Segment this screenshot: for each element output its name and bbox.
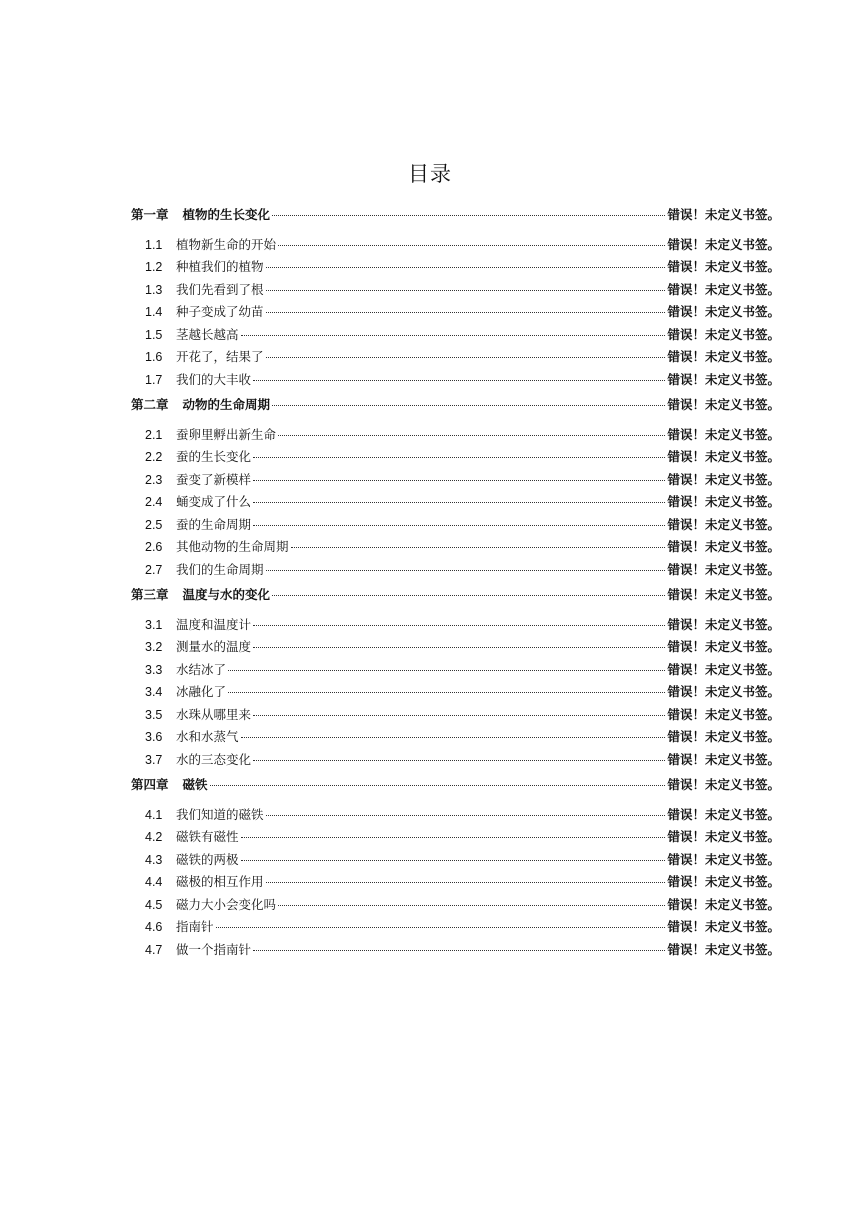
section-number: 1.5 bbox=[145, 327, 163, 342]
dot-leader bbox=[266, 815, 666, 816]
dot-leader bbox=[241, 335, 666, 336]
dot-leader bbox=[272, 595, 665, 596]
toc-section-entry[interactable] bbox=[131, 325, 780, 348]
chapter-number: 第一章 bbox=[131, 208, 169, 222]
toc-section-entry[interactable] bbox=[131, 560, 780, 583]
section-title: 蚕的生长变化 bbox=[176, 449, 252, 464]
page-reference: 错误！未定义书签。 bbox=[667, 874, 780, 889]
chapter-number: 第四章 bbox=[131, 778, 169, 792]
page-reference: 错误！未定义书签。 bbox=[667, 426, 780, 442]
section-title: 蚕卵里孵出新生命 bbox=[176, 426, 277, 442]
toc-chapter-entry[interactable] bbox=[131, 395, 780, 418]
toc-chapter-entry[interactable] bbox=[131, 775, 780, 798]
section-number: 4.5 bbox=[145, 897, 163, 912]
section-number: 2.7 bbox=[145, 562, 163, 577]
page-reference: 错误！未定义书签。 bbox=[667, 777, 780, 792]
section-title: 磁极的相互作用 bbox=[176, 874, 264, 889]
section-number: 2.3 bbox=[145, 472, 163, 487]
section-title: 我们知道的磁铁 bbox=[176, 806, 264, 822]
dot-leader bbox=[210, 785, 666, 786]
section-number: 1.7 bbox=[145, 372, 163, 387]
section-number: 1.6 bbox=[145, 350, 163, 364]
section-title: 种子变成了幼苗 bbox=[176, 304, 264, 319]
page-reference: 错误！未定义书签。 bbox=[667, 806, 780, 822]
page-reference: 错误！未定义书签。 bbox=[667, 371, 780, 387]
section-number: 4.1 bbox=[145, 807, 163, 822]
section-number: 1.2 bbox=[145, 260, 163, 274]
section-number: 4.6 bbox=[145, 920, 163, 934]
section-number: 3.2 bbox=[145, 640, 163, 654]
page-reference: 错误！未定义书签。 bbox=[667, 729, 780, 744]
section-number: 3.5 bbox=[145, 707, 163, 722]
section-title: 我们的生命周期 bbox=[176, 561, 264, 577]
dot-leader bbox=[253, 647, 665, 648]
section-number: 2.6 bbox=[145, 540, 163, 554]
section-title: 冰融化了 bbox=[176, 684, 227, 699]
dot-leader bbox=[266, 357, 666, 358]
section-title: 我们先看到了根 bbox=[176, 281, 264, 297]
section-number: 2.5 bbox=[145, 517, 163, 532]
page-reference: 错误！未定义书签。 bbox=[667, 397, 780, 412]
dot-leader bbox=[272, 405, 665, 406]
toc-section-entry[interactable] bbox=[131, 682, 780, 705]
dot-leader bbox=[253, 457, 665, 458]
section-title: 水的三态变化 bbox=[176, 751, 252, 767]
page-reference: 错误！未定义书签。 bbox=[667, 281, 780, 297]
section-number: 2.2 bbox=[145, 450, 163, 464]
page-reference: 错误！未定义书签。 bbox=[667, 616, 780, 632]
toc-section-entry[interactable] bbox=[131, 872, 780, 895]
dot-leader bbox=[253, 480, 665, 481]
chapter-number: 第三章 bbox=[131, 588, 169, 602]
dot-leader bbox=[278, 245, 665, 246]
dot-leader bbox=[253, 525, 665, 526]
dot-leader bbox=[253, 950, 665, 951]
section-title: 水和水蒸气 bbox=[176, 729, 239, 744]
toc-section-entry[interactable] bbox=[131, 447, 780, 470]
dot-leader bbox=[266, 290, 666, 291]
dot-leader bbox=[228, 670, 665, 671]
chapter-title: 磁铁 bbox=[182, 777, 208, 792]
section-number: 1.1 bbox=[145, 237, 163, 252]
page-reference: 错误！未定义书签。 bbox=[667, 449, 780, 464]
dot-leader bbox=[253, 380, 665, 381]
section-title: 蛹变成了什么 bbox=[176, 494, 252, 509]
section-title: 开花了，结果了 bbox=[176, 349, 264, 364]
toc-section-entry[interactable] bbox=[131, 895, 780, 918]
section-title: 指南针 bbox=[176, 919, 214, 934]
section-title: 磁力大小会变化吗 bbox=[176, 896, 277, 912]
dot-leader bbox=[278, 905, 665, 906]
dot-leader bbox=[266, 312, 666, 313]
toc-section-entry[interactable] bbox=[131, 370, 780, 393]
page-reference: 错误！未定义书签。 bbox=[667, 539, 780, 554]
dot-leader bbox=[241, 860, 666, 861]
section-title: 温度和温度计 bbox=[176, 616, 252, 632]
section-title: 测量水的温度 bbox=[176, 639, 252, 654]
toc-section-entry[interactable] bbox=[131, 637, 780, 660]
toc-section-entry[interactable] bbox=[131, 850, 780, 873]
dot-leader bbox=[228, 692, 665, 693]
section-title: 水珠从哪里来 bbox=[176, 706, 252, 722]
section-number: 1.4 bbox=[145, 305, 163, 319]
section-number: 3.6 bbox=[145, 730, 163, 744]
dot-leader bbox=[266, 267, 666, 268]
page-reference: 错误！未定义书签。 bbox=[667, 639, 780, 654]
section-number: 4.3 bbox=[145, 852, 163, 867]
toc-section-entry[interactable] bbox=[131, 347, 780, 370]
dot-leader bbox=[253, 715, 665, 716]
dot-leader bbox=[291, 547, 666, 548]
table-of-contents bbox=[131, 205, 780, 962]
page-reference: 错误！未定义书签。 bbox=[667, 851, 780, 867]
chapter-number: 第二章 bbox=[131, 398, 169, 412]
section-title: 种植我们的植物 bbox=[176, 259, 264, 274]
dot-leader bbox=[272, 215, 665, 216]
dot-leader bbox=[241, 837, 666, 838]
page-reference: 错误！未定义书签。 bbox=[667, 919, 780, 934]
page-reference: 错误！未定义书签。 bbox=[667, 304, 780, 319]
page-reference: 错误！未定义书签。 bbox=[667, 326, 780, 342]
toc-section-entry[interactable] bbox=[131, 537, 780, 560]
toc-section-entry[interactable] bbox=[131, 280, 780, 303]
toc-section-entry[interactable] bbox=[131, 235, 780, 258]
section-number: 3.7 bbox=[145, 752, 163, 767]
section-title: 磁铁有磁性 bbox=[176, 829, 239, 844]
page-reference: 错误！未定义书签。 bbox=[667, 494, 780, 509]
section-number: 4.7 bbox=[145, 942, 163, 957]
page-reference: 错误！未定义书签。 bbox=[667, 207, 780, 222]
dot-leader bbox=[266, 570, 666, 571]
page-reference: 错误！未定义书签。 bbox=[667, 684, 780, 699]
section-title: 我们的大丰收 bbox=[176, 371, 252, 387]
toc-section-entry[interactable] bbox=[131, 302, 780, 325]
dot-leader bbox=[253, 625, 665, 626]
dot-leader bbox=[278, 435, 665, 436]
toc-section-entry[interactable] bbox=[131, 425, 780, 448]
toc-chapter-entry[interactable] bbox=[131, 205, 780, 228]
section-title: 植物新生命的开始 bbox=[176, 236, 277, 252]
toc-section-entry[interactable] bbox=[131, 615, 780, 638]
section-number: 4.4 bbox=[145, 875, 163, 889]
page-reference: 错误！未定义书签。 bbox=[667, 829, 780, 844]
dot-leader bbox=[216, 927, 666, 928]
toc-section-entry[interactable] bbox=[131, 727, 780, 750]
page-reference: 错误！未定义书签。 bbox=[667, 941, 780, 957]
section-number: 2.1 bbox=[145, 427, 163, 442]
page-reference: 错误！未定义书签。 bbox=[667, 706, 780, 722]
dot-leader bbox=[241, 737, 666, 738]
section-number: 3.1 bbox=[145, 617, 163, 632]
page-reference: 错误！未定义书签。 bbox=[667, 236, 780, 252]
toc-title: 目录 bbox=[408, 162, 452, 186]
section-number: 1.3 bbox=[145, 282, 163, 297]
toc-section-entry[interactable] bbox=[131, 660, 780, 683]
section-number: 3.3 bbox=[145, 662, 163, 677]
toc-section-entry[interactable] bbox=[131, 515, 780, 538]
page-reference: 错误！未定义书签。 bbox=[667, 896, 780, 912]
section-title: 蚕变了新模样 bbox=[176, 471, 252, 487]
toc-chapter-entry[interactable] bbox=[131, 585, 780, 608]
chapter-title: 动物的生命周期 bbox=[182, 397, 271, 412]
chapter-title: 温度与水的变化 bbox=[182, 587, 271, 602]
toc-section-entry[interactable] bbox=[131, 257, 780, 280]
page-reference: 错误！未定义书签。 bbox=[667, 587, 780, 602]
page-reference: 错误！未定义书签。 bbox=[667, 349, 780, 364]
dot-leader bbox=[253, 760, 665, 761]
toc-section-entry[interactable] bbox=[131, 750, 780, 773]
section-number: 4.2 bbox=[145, 830, 163, 844]
page-reference: 错误！未定义书签。 bbox=[667, 751, 780, 767]
page-reference: 错误！未定义书签。 bbox=[667, 516, 780, 532]
dot-leader bbox=[253, 502, 665, 503]
section-title: 其他动物的生命周期 bbox=[176, 539, 289, 554]
toc-section-entry[interactable] bbox=[131, 705, 780, 728]
page-reference: 错误！未定义书签。 bbox=[667, 561, 780, 577]
section-number: 2.4 bbox=[145, 495, 163, 509]
dot-leader bbox=[266, 882, 666, 883]
section-title: 茎越长越高 bbox=[176, 326, 239, 342]
section-title: 水结冰了 bbox=[176, 661, 227, 677]
page-reference: 错误！未定义书签。 bbox=[667, 471, 780, 487]
toc-section-entry[interactable] bbox=[131, 940, 780, 963]
chapter-title: 植物的生长变化 bbox=[182, 207, 271, 222]
section-title: 做一个指南针 bbox=[176, 941, 252, 957]
toc-section-entry[interactable] bbox=[131, 470, 780, 493]
toc-section-entry[interactable] bbox=[131, 917, 780, 940]
page-reference: 错误！未定义书签。 bbox=[667, 661, 780, 677]
toc-section-entry[interactable] bbox=[131, 805, 780, 828]
section-number: 3.4 bbox=[145, 685, 163, 699]
section-title: 磁铁的两极 bbox=[176, 851, 239, 867]
page-reference: 错误！未定义书签。 bbox=[667, 259, 780, 274]
toc-section-entry[interactable] bbox=[131, 827, 780, 850]
toc-section-entry[interactable] bbox=[131, 492, 780, 515]
section-title: 蚕的生命周期 bbox=[176, 516, 252, 532]
